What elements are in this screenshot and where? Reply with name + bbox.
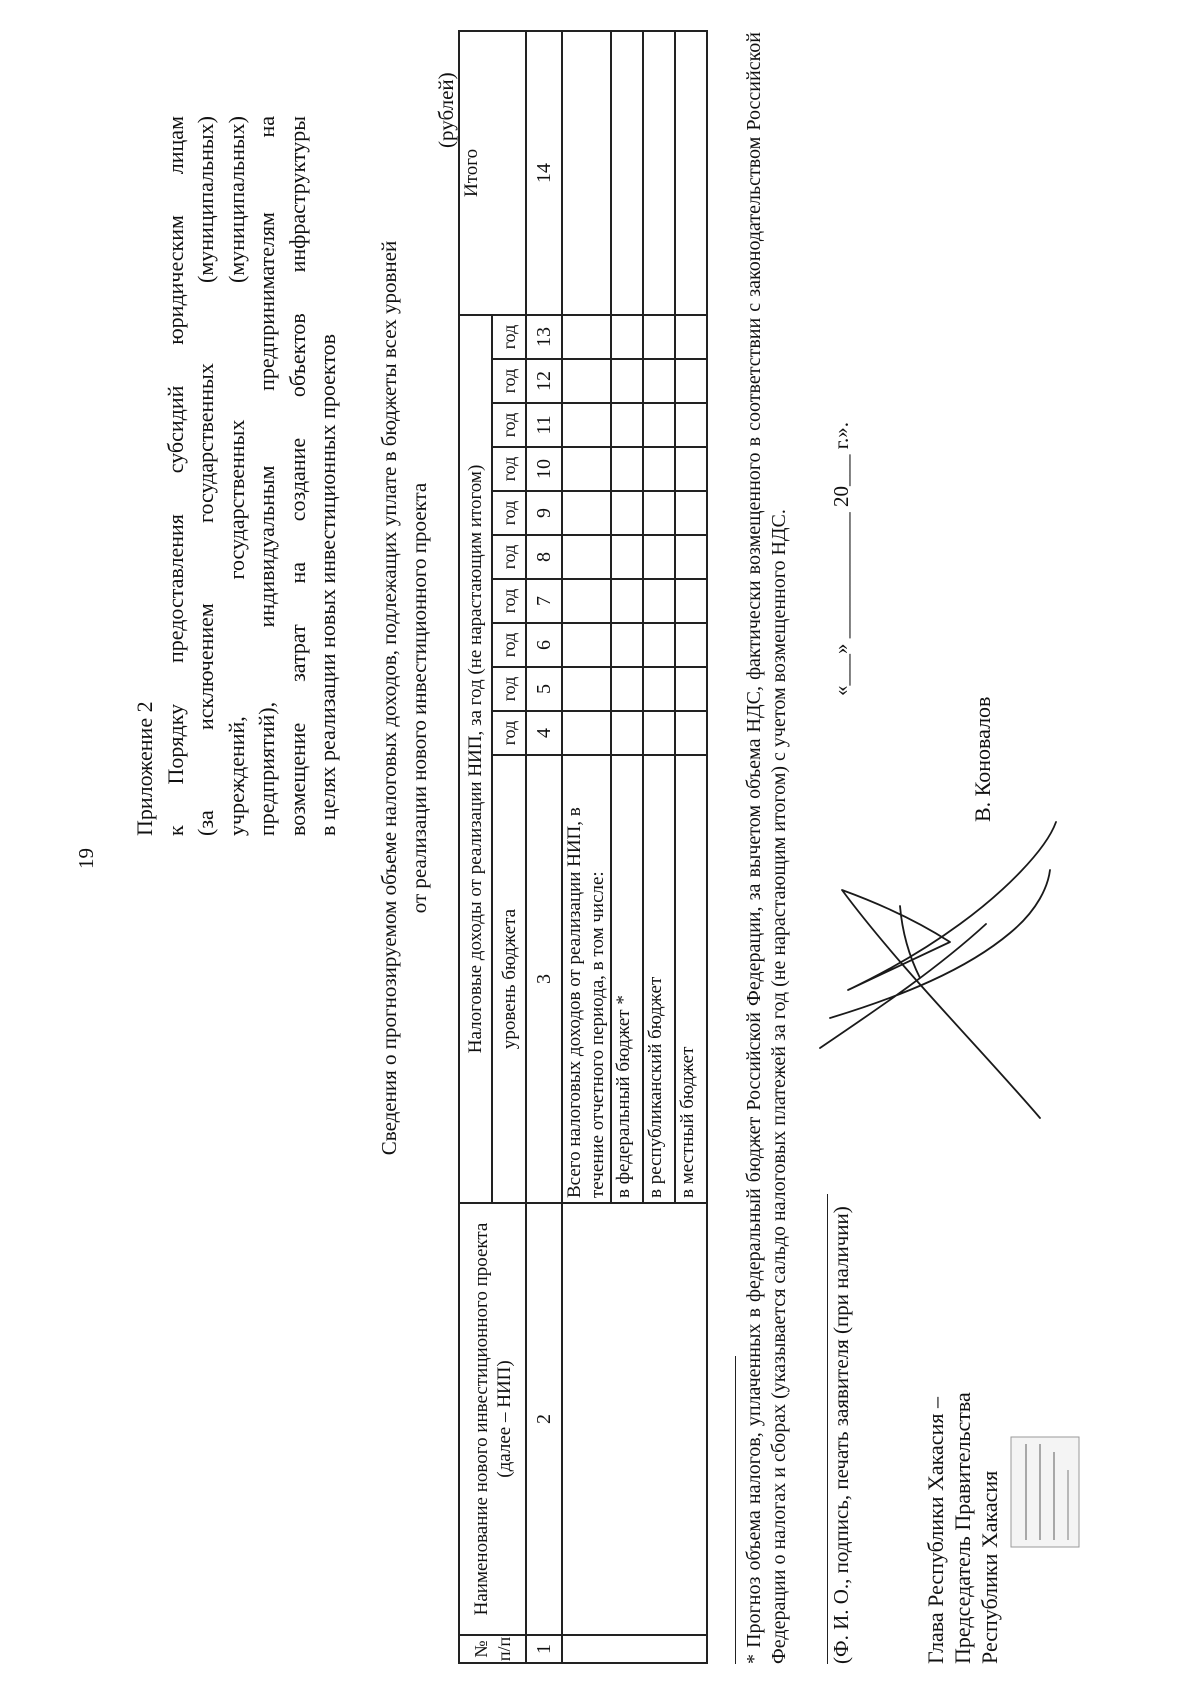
- column-number: 9: [526, 491, 562, 535]
- footnote-rule: [735, 1356, 736, 1664]
- appendix-line: (за исключением государственных (муниципальных): [193, 116, 218, 836]
- column-number: 14: [526, 31, 562, 315]
- header-number: № п/п: [459, 1635, 526, 1663]
- handwritten-signature: [790, 808, 1060, 1138]
- column-number: 7: [526, 579, 562, 623]
- column-number: 10: [526, 447, 562, 491]
- column-number: 8: [526, 535, 562, 579]
- column-number: 11: [526, 403, 562, 447]
- column-number: 1: [526, 1635, 562, 1663]
- units-label: (рублей): [434, 72, 458, 148]
- document-title-line: от реализации нового инвестиционного проекта: [407, 482, 431, 914]
- document-title-line: Сведения о прогнозируемом объеме налоговых доходов, подлежащих уплате в бюджеты всех уровней: [377, 240, 401, 1156]
- row-label-republic: в республиканский бюджет: [643, 755, 675, 1203]
- row-label-local: в местный бюджет: [675, 755, 707, 1203]
- signatory-name: В. Коновалов: [970, 696, 995, 822]
- appendix-header: [130, 116, 344, 836]
- column-number: 4: [526, 711, 562, 755]
- header-year: год: [492, 491, 526, 535]
- header-tax-revenue: Налоговые доходы от реализации НИП, за год (не нарастающим итогом): [459, 315, 492, 1203]
- column-number: 13: [526, 315, 562, 359]
- footnote: * Прогноз объема налогов, уплаченных в федеральный бюджет Российской Федерации, за вычетом объема НДС, фактически возмещенного в соответствии с законодательством Российской Федерации о налогах и сборах (указывается сальдо налоговых платежей за год (не нарастающим итогом) с учетом возмещенного НДС.: [743, 32, 790, 1664]
- tax-forecast-table: [458, 30, 708, 1664]
- header-year: год: [492, 403, 526, 447]
- signature-line: [827, 1194, 828, 1664]
- header-budget-level: уровень бюджета: [492, 755, 526, 1203]
- row-label-total: Всего налоговых доходов от реализации НИП, в течение отчетного периода, в том числе:: [562, 755, 611, 1203]
- signatory-position: [922, 1392, 1003, 1664]
- page-number: 19: [74, 848, 98, 869]
- signature-caption: (Ф. И. О., подпись, печать заявителя (при наличии): [829, 1206, 853, 1664]
- official-stamp: [1010, 1436, 1080, 1548]
- signatory-line: Председатель Правительства: [950, 1392, 975, 1664]
- document-title: [374, 28, 434, 1368]
- appendix-line: предприятий), индивидуальным предпринимателям на: [254, 116, 279, 836]
- header-year: год: [492, 447, 526, 491]
- appendix-line: возмещение затрат на создание объектов инфраструктуры: [284, 116, 310, 836]
- header-total: Итого: [459, 31, 526, 315]
- appendix-line: в целях реализации новых инвестиционных проектов: [315, 333, 340, 836]
- column-number: 6: [526, 623, 562, 667]
- header-year: год: [492, 667, 526, 711]
- header-year: год: [492, 535, 526, 579]
- column-number: 3: [526, 755, 562, 1203]
- merged-number-cell: [562, 1635, 707, 1663]
- signatory-line: Республики Хакасия: [977, 1470, 1002, 1664]
- header-project-name: Наименование нового инвестиционного проекта (далее – НИП): [459, 1203, 526, 1635]
- appendix-line: учреждений, государственных (муниципальных): [223, 116, 249, 836]
- header-year: год: [492, 623, 526, 667]
- column-number: 2: [526, 1203, 562, 1635]
- column-number: 5: [526, 667, 562, 711]
- header-year: год: [492, 359, 526, 403]
- row-label-federal: в федеральный бюджет *: [611, 755, 643, 1203]
- appendix-title: Приложение 2: [132, 701, 157, 836]
- merged-project-cell: [562, 1203, 707, 1635]
- header-year: год: [492, 579, 526, 623]
- header-year: год: [492, 315, 526, 359]
- column-number: 12: [526, 359, 562, 403]
- header-year: год: [492, 711, 526, 755]
- date-line: «___» ____________ 20___ г.».: [829, 422, 853, 696]
- signatory-line: Глава Республики Хакасия –: [923, 1397, 948, 1664]
- appendix-line: к Порядку предоставления субсидий юридическим лицам: [162, 116, 188, 836]
